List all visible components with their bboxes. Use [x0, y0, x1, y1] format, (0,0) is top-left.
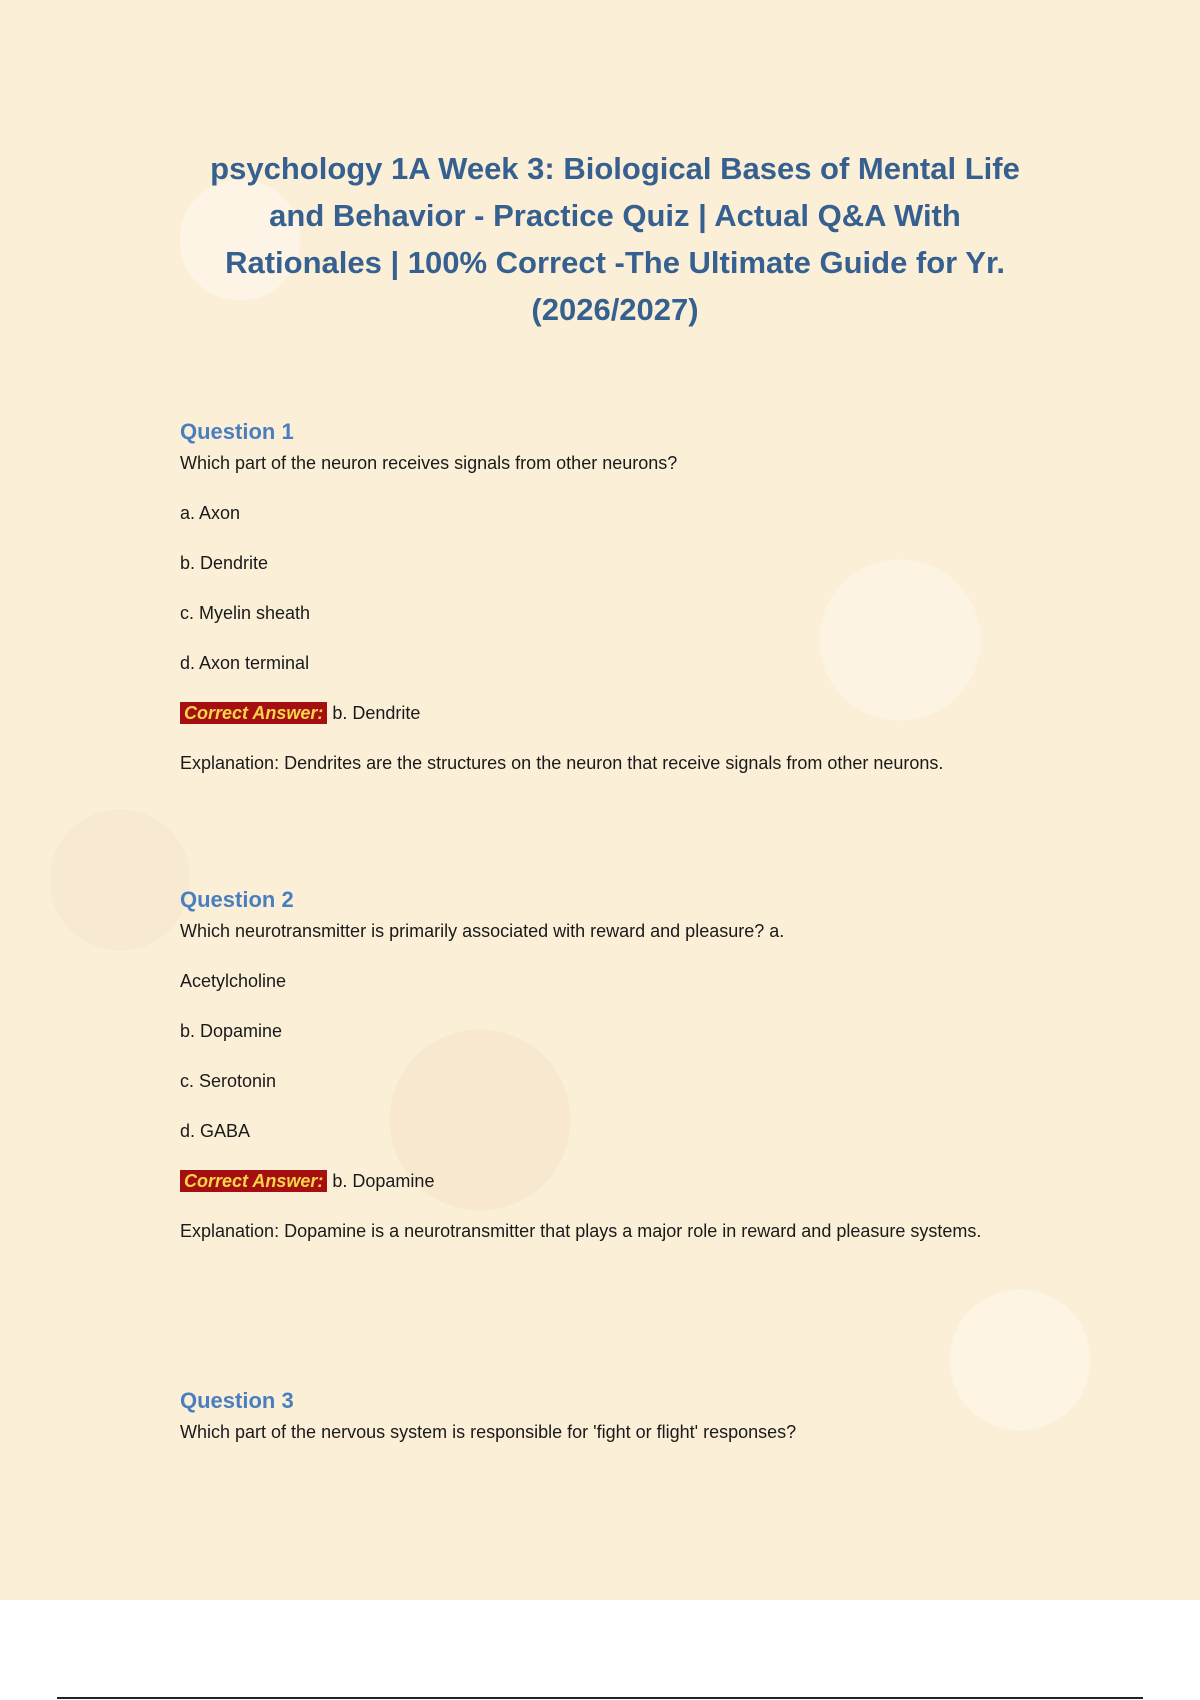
document-title: psychology 1A Week 3: Biological Bases of Mental Life and Behavior - Practice Quiz | Actual Q&A With Rationales | 100% Correct -The Ultimate Guide for Yr. (2026/2027): [210, 151, 1020, 327]
correct-answer-value: b. Dopamine: [332, 1171, 435, 1191]
option-d: d. Axon terminal: [180, 653, 310, 673]
question-heading: Question 2: [180, 887, 294, 912]
question-text: Which neurotransmitter is primarily associated with reward and pleasure? a.: [180, 921, 785, 941]
question-text: Which part of the nervous system is responsible for 'fight or flight' responses?: [180, 1422, 797, 1442]
correct-answer-label: Correct Answer:: [180, 1170, 327, 1192]
explanation-text: Explanation: Dopamine is a neurotransmitter that plays a major role in reward and pleasure systems.: [180, 1221, 982, 1241]
option-b: b. Dendrite: [180, 553, 269, 573]
option-b: b. Dopamine: [180, 1021, 283, 1041]
correct-answer-value: b. Dendrite: [332, 703, 421, 723]
option-a: a. Axon: [180, 503, 241, 523]
question-text: Which part of the neuron receives signals from other neurons?: [180, 453, 678, 473]
correct-answer-line: [180, 1166, 1060, 1196]
option-d: d. GABA: [180, 1121, 251, 1141]
option-a: Acetylcholine: [180, 971, 287, 991]
option-c: c. Serotonin: [180, 1071, 277, 1091]
option-c: c. Myelin sheath: [180, 603, 311, 623]
question-block-2: [180, 886, 1060, 1246]
question-block-1: [180, 418, 1060, 778]
question-block-3: [180, 1387, 1060, 1447]
explanation-text: Explanation: Dendrites are the structures on the neuron that receive signals from other neurons.: [180, 753, 944, 773]
footer-divider: [57, 1697, 1143, 1699]
question-heading: Question 1: [180, 419, 294, 444]
correct-answer-line: [180, 698, 1060, 728]
correct-answer-label: Correct Answer:: [180, 702, 327, 724]
question-heading: Question 3: [180, 1388, 294, 1413]
